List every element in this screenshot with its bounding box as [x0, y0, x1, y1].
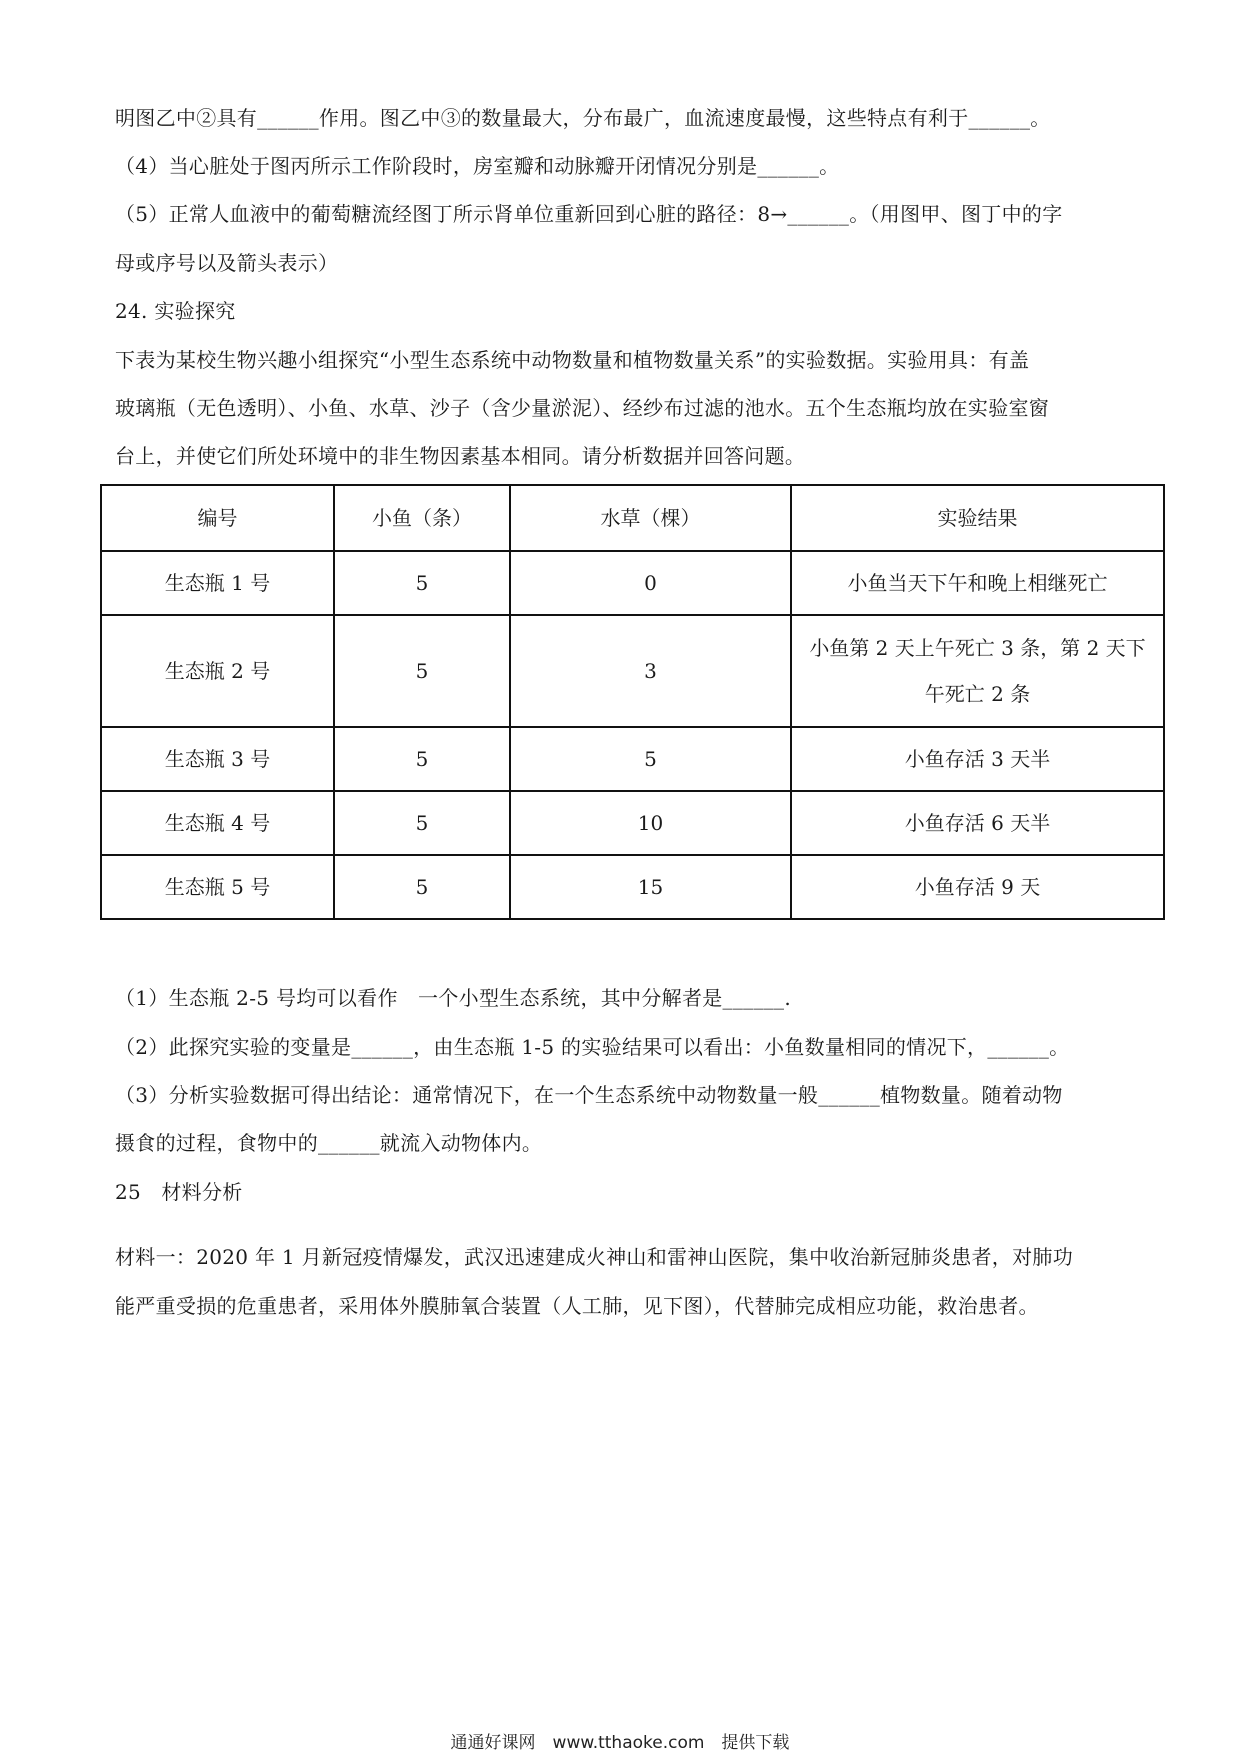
cell-result: [791, 615, 1164, 727]
question-24-3-line2: 摄食的过程，食物中的______就流入动物体内。: [115, 1131, 543, 1155]
cell-result: 小鱼存活 3 天半: [791, 727, 1164, 791]
table-row: [101, 727, 1164, 791]
header-result: 实验结果: [791, 485, 1164, 551]
cell-result-line2: 午死亡 2 条: [924, 682, 1031, 706]
page-footer: 通通好课网 www.tthaoke.com 提供下载: [450, 1733, 790, 1753]
cell-plants: 10: [510, 791, 791, 855]
question-24-2: （2）此探究实验的变量是______，由生态瓶 1-5 的实验结果可以看出：小鱼数量相同的情况下，______。: [115, 1035, 1070, 1059]
table-row: [101, 791, 1164, 855]
question-25-material1-line1: 材料一：2020 年 1 月新冠疫情爆发，武汉迅速建成火神山和雷神山医院，集中收治新冠肺炎患者，对肺功: [115, 1245, 1073, 1269]
cell-id: 生态瓶 3 号: [101, 727, 334, 791]
cell-plants: 5: [510, 727, 791, 791]
question-25-material1-line2: 能严重受损的危重患者，采用体外膜肺氧合装置（人工肺，见下图），代替肺完成相应功能，救治患者。: [115, 1294, 1039, 1318]
question-23-3-continued: 明图乙中②具有______作用。图乙中③的数量最大，分布最广，血流速度最慢，这些特点有利于______。: [115, 106, 1051, 130]
cell-id: 生态瓶 1 号: [101, 551, 334, 615]
cell-result: 小鱼存活 9 天: [791, 855, 1164, 919]
table-header-row: [101, 485, 1164, 551]
question-24-intro-line1: 下表为某校生物兴趣小组探究“小型生态系统中动物数量和植物数量关系”的实验数据。实验用具：有盖: [115, 348, 1030, 372]
cell-fish: 5: [334, 615, 510, 727]
cell-fish: 5: [334, 791, 510, 855]
cell-id: 生态瓶 4 号: [101, 791, 334, 855]
question-23-4: （4）当心脏处于图丙所示工作阶段时，房室瓣和动脉瓣开闭情况分别是______。: [115, 154, 840, 178]
header-fish: 小鱼（条）: [334, 485, 510, 551]
table-row: [101, 551, 1164, 615]
cell-id: 生态瓶 2 号: [101, 615, 334, 727]
question-25-title: 25 材料分析: [115, 1180, 243, 1204]
experiment-table: [100, 484, 1163, 920]
question-24-intro-line2: 玻璃瓶（无色透明）、小鱼、水草、沙子（含少量淤泥）、经纱布过滤的池水。五个生态瓶均放在实验室窗: [115, 396, 1050, 420]
question-24-3-line1: （3）分析实验数据可得出结论：通常情况下，在一个生态系统中动物数量一般______植物数量。随着动物: [115, 1083, 1063, 1107]
question-24-1: （1）生态瓶 2-5 号均可以看作 一个小型生态系统，其中分解者是______.: [115, 986, 792, 1010]
cell-fish: 5: [334, 551, 510, 615]
header-plants: 水草（棵）: [510, 485, 791, 551]
question-24-title: 24. 实验探究: [115, 299, 236, 323]
table-row: [101, 615, 1164, 727]
cell-plants: 0: [510, 551, 791, 615]
header-id: 编号: [101, 485, 334, 551]
cell-fish: 5: [334, 855, 510, 919]
cell-id: 生态瓶 5 号: [101, 855, 334, 919]
question-23-5-line1: （5）正常人血液中的葡萄糖流经图丁所示肾单位重新回到心脏的路径：8→______。（用图甲、图丁中的字: [115, 202, 1063, 226]
cell-plants: 3: [510, 615, 791, 727]
question-23-5-line2: 母或序号以及箭头表示）: [115, 251, 339, 275]
cell-result: 小鱼当天下午和晚上相继死亡: [791, 551, 1164, 615]
cell-fish: 5: [334, 727, 510, 791]
cell-result: 小鱼存活 6 天半: [791, 791, 1164, 855]
cell-result-line1: 小鱼第 2 天上午死亡 3 条，第 2 天下: [809, 636, 1146, 660]
cell-plants: 15: [510, 855, 791, 919]
table-row: [101, 855, 1164, 919]
question-24-intro-line3: 台上，并使它们所处环境中的非生物因素基本相同。请分析数据并回答问题。: [115, 444, 806, 468]
